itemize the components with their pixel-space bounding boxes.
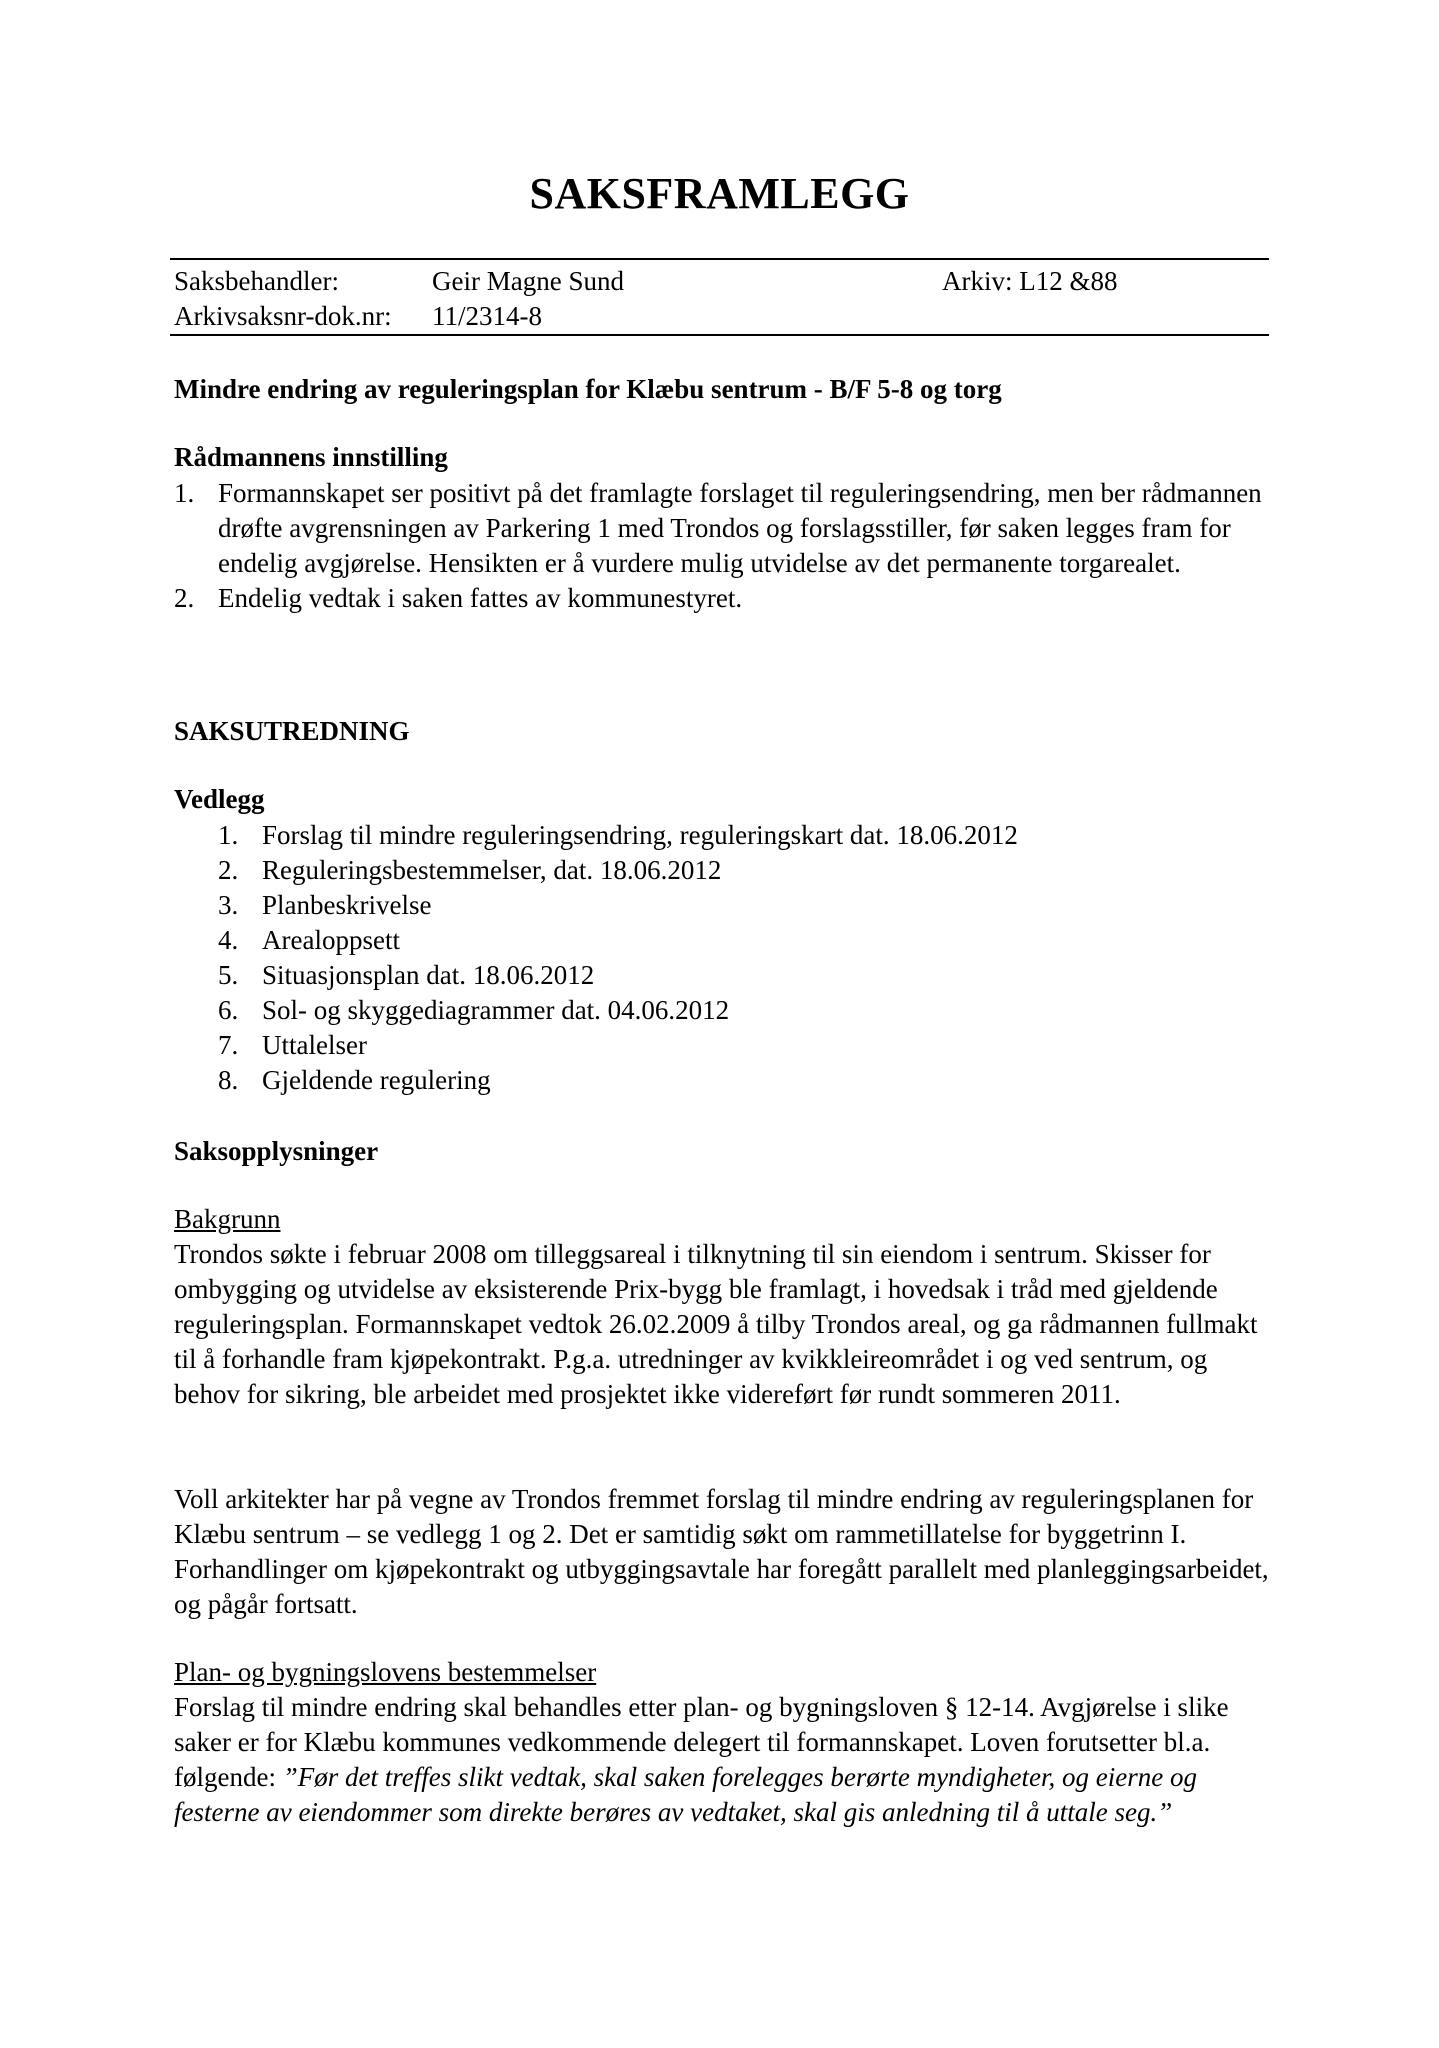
pbl-text: Forslag til mindre endring skal behandles etter plan- og bygningsloven § 12-14. Avgjørelse i slike saker er for Klæbu kommunes vedkommende delegert til formannskapet. Loven forutsetter bl.a. følgende: [174, 1692, 1229, 1792]
list-item-text: Forslag til mindre reguleringsendring, reguleringskart dat. 18.06.2012 [262, 820, 1018, 850]
pbl-paragraph [174, 1690, 1274, 1830]
list-item-number: 7. [218, 1030, 239, 1060]
saksbehandler-value: Geir Magne Sund [432, 266, 624, 296]
list-item-text: Arealoppsett [262, 925, 400, 955]
arkivsaksnr-value: 11/2314-8 [432, 301, 542, 331]
arkiv-code: Arkiv: L12 &88 [942, 266, 1118, 296]
arkivsaksnr-label: Arkivsaksnr-dok.nr: [174, 301, 392, 331]
pbl-heading: Plan- og bygningslovens bestemmelser [174, 1657, 597, 1687]
recommendation-list [174, 476, 1274, 616]
list-item [218, 993, 1018, 1028]
bakgrunn-paragraph-2: Voll arkitekter har på vegne av Trondos fremmet forslag til mindre endring av reguleringsplanen for Klæbu sentrum – se vedlegg 1 og 2. Det er samtidig søkt om rammetillatelse for byggetrinn I. Forhandlinger om kjøpekontrakt og utbyggingsavtale har foregått parallelt med planleggingsarbeidet, og pågår fortsatt. [174, 1484, 1269, 1619]
list-item-text: Situasjonsplan dat. 18.06.2012 [262, 960, 595, 990]
list-item-number: 1. [218, 820, 239, 850]
list-item [218, 818, 1018, 853]
list-item [218, 888, 1018, 923]
list-item [174, 581, 1274, 616]
list-item-number: 4. [218, 925, 239, 955]
list-item-text: Uttalelser [262, 1030, 367, 1060]
list-item-number: 8. [218, 1065, 239, 1095]
list-item-text: Formannskapet ser positivt på det framlagte forslaget til reguleringsendring, men ber rådmannen drøfte avgrensningen av Parkering 1 med Trondos og forslagsstiller, før saken legges fram for endelig avgjørelse. Hensikten er å vurdere mulig utvidelse av det permanente torgarealet. [218, 478, 1262, 578]
bakgrunn-heading: Bakgrunn [174, 1204, 281, 1234]
list-item-number: 2. [174, 583, 195, 613]
list-item-text: Endelig vedtak i saken fattes av kommunestyret. [218, 583, 743, 613]
attachments-list [218, 818, 1018, 1098]
document-title: SAKSFRAMLEGG [529, 169, 910, 218]
list-item-text: Planbeskrivelse [262, 890, 432, 920]
list-item-text: Sol- og skyggediagrammer dat. 04.06.2012 [262, 995, 730, 1025]
saksopplysninger-heading: Saksopplysninger [174, 1136, 379, 1166]
list-item [174, 476, 1274, 581]
list-item [218, 958, 1018, 993]
list-item-number: 6. [218, 995, 239, 1025]
list-item [218, 1063, 1018, 1098]
list-item-number: 2. [218, 855, 239, 885]
case-subject: Mindre endring av reguleringsplan for Klæbu sentrum - B/F 5-8 og torg [174, 374, 1002, 404]
recommendation-heading: Rådmannens innstilling [174, 442, 448, 472]
header-bottom-rule [170, 334, 1269, 336]
list-item-number: 5. [218, 960, 239, 990]
bakgrunn-paragraph-1: Trondos søkte i februar 2008 om tilleggsareal i tilknytning til sin eiendom i sentrum. Skisser for ombygging og utvidelse av eksisterende Prix-bygg ble framlagt, i hovedsak i tråd med gjeldende reguleringsplan. Formannskapet vedtok 26.02.2009 å tilby Trondos areal, og ga rådmannen fullmakt til å forhandle fram kjøpekontrakt. P.g.a. utredninger av kvikkleireområdet i og ved sentrum, og behov for sikring, ble arbeidet med prosjektet ikke videreført før rundt sommeren 2011. [174, 1239, 1258, 1409]
list-item [218, 923, 1018, 958]
saksbehandler-label: Saksbehandler: [174, 266, 339, 296]
list-item [218, 1028, 1018, 1063]
header-top-rule [170, 258, 1269, 260]
pbl-quote: ”Før det treffes slikt vedtak, skal saken forelegges berørte myndigheter, og eierne og festerne av eiendommer som direkte berøres av vedtaket, skal gis anledning til å uttale seg.” [174, 1762, 1198, 1827]
list-item-text: Gjeldende regulering [262, 1065, 491, 1095]
list-item-number: 1. [174, 478, 195, 508]
saksutredning-heading: SAKSUTREDNING [174, 716, 410, 746]
list-item [218, 853, 1018, 888]
list-item-text: Reguleringsbestemmelser, dat. 18.06.2012 [262, 855, 722, 885]
attachments-heading: Vedlegg [174, 784, 265, 814]
list-item-number: 3. [218, 890, 239, 920]
